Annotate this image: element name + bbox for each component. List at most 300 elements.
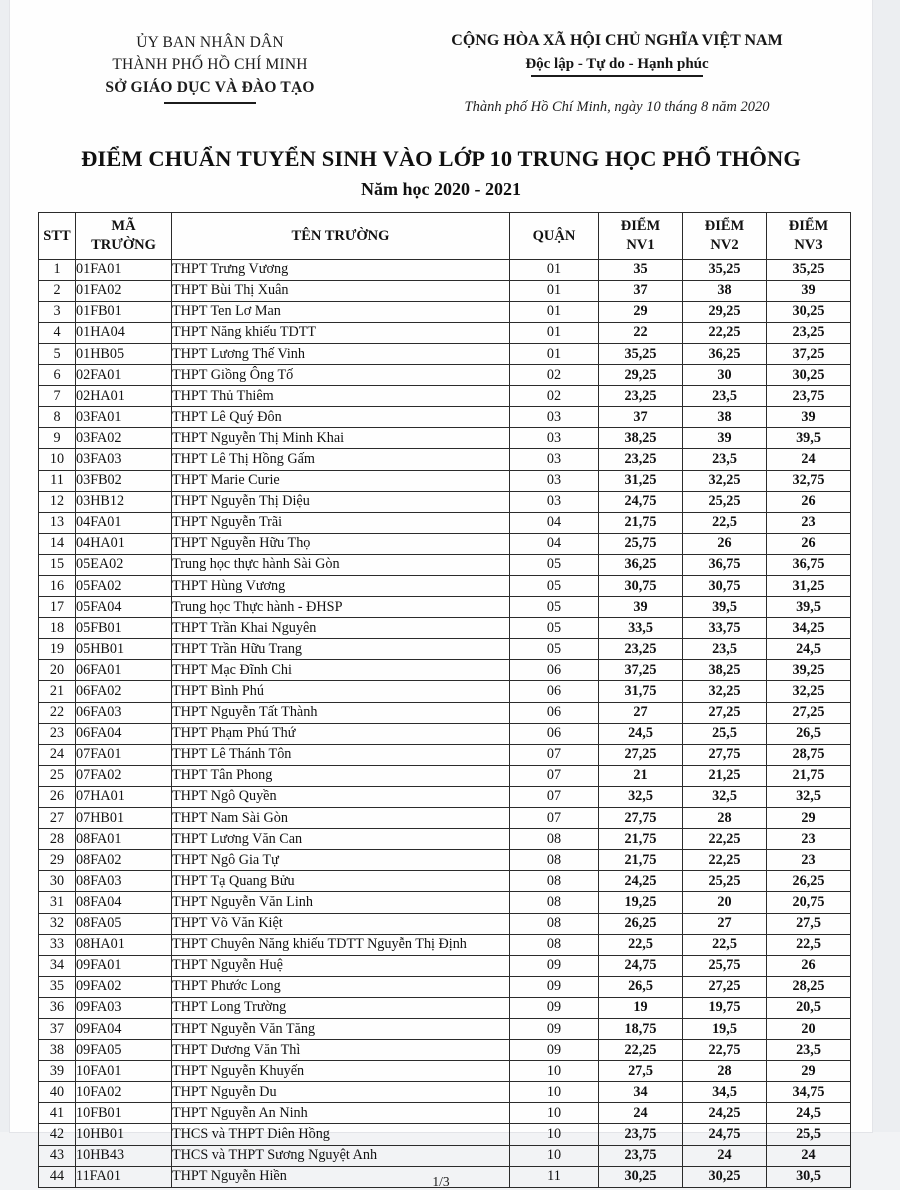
authority-underline-rule xyxy=(164,102,256,104)
cell-stt: 33 xyxy=(39,934,76,955)
cell-score-nv2: 19,75 xyxy=(683,997,767,1018)
cell-stt: 18 xyxy=(39,618,76,639)
column-header-school-code-line2: TRƯỜNG xyxy=(91,236,156,253)
cell-score-nv2: 21,25 xyxy=(683,765,767,786)
cell-score-nv1: 21,75 xyxy=(599,850,683,871)
cell-score-nv1: 27,5 xyxy=(599,1061,683,1082)
cell-district: 08 xyxy=(510,871,599,892)
table-row xyxy=(39,702,851,723)
cell-score-nv3: 32,25 xyxy=(767,681,851,702)
cell-district: 04 xyxy=(510,533,599,554)
cell-score-nv3: 32,75 xyxy=(767,470,851,491)
cell-score-nv1: 37 xyxy=(599,407,683,428)
cell-score-nv2: 33,75 xyxy=(683,618,767,639)
cell-school-name: THPT Nguyễn Huệ xyxy=(172,955,510,976)
cell-score-nv2: 30,25 xyxy=(683,1166,767,1187)
cell-school-code: 01FA02 xyxy=(76,280,172,301)
cell-score-nv2: 22,25 xyxy=(683,850,767,871)
cell-stt: 22 xyxy=(39,702,76,723)
cell-stt: 11 xyxy=(39,470,76,491)
cell-school-name: THCS và THPT Diên Hồng xyxy=(172,1124,510,1145)
cell-stt: 30 xyxy=(39,871,76,892)
table-row xyxy=(39,976,851,997)
cell-school-name: THPT Nguyễn Thị Diệu xyxy=(172,491,510,512)
cell-score-nv1: 39 xyxy=(599,597,683,618)
table-row xyxy=(39,280,851,301)
table-row xyxy=(39,1082,851,1103)
cell-school-name: THPT Nguyễn Văn Linh xyxy=(172,892,510,913)
table-row xyxy=(39,850,851,871)
cell-score-nv1: 22,25 xyxy=(599,1040,683,1061)
cell-score-nv2: 30,75 xyxy=(683,576,767,597)
cell-school-name: THPT Thủ Thiêm xyxy=(172,386,510,407)
cell-school-name: THPT Long Trường xyxy=(172,997,510,1018)
document-date-line: Thành phố Hồ Chí Minh, ngày 10 tháng 8 năm 2020 xyxy=(464,98,770,115)
cell-school-name: THPT Nguyễn Khuyến xyxy=(172,1061,510,1082)
cell-school-code: 01FA01 xyxy=(76,259,172,280)
cell-score-nv1: 18,75 xyxy=(599,1018,683,1039)
document-title: ĐIỂM CHUẨN TUYỂN SINH VÀO LỚP 10 TRUNG HỌC PHỔ THÔNG xyxy=(81,145,801,171)
page-right-margin xyxy=(872,0,900,1132)
cell-score-nv1: 24,25 xyxy=(599,871,683,892)
cell-school-code: 08HA01 xyxy=(76,934,172,955)
cell-stt: 19 xyxy=(39,639,76,660)
cell-score-nv1: 24 xyxy=(599,1103,683,1124)
cell-score-nv2: 36,25 xyxy=(683,343,767,364)
cell-score-nv1: 35 xyxy=(599,259,683,280)
cell-stt: 37 xyxy=(39,1018,76,1039)
cell-stt: 17 xyxy=(39,597,76,618)
cell-score-nv2: 28 xyxy=(683,808,767,829)
table-row xyxy=(39,934,851,955)
cell-score-nv1: 27,75 xyxy=(599,808,683,829)
table-row xyxy=(39,871,851,892)
table-row xyxy=(39,449,851,470)
cell-score-nv1: 36,25 xyxy=(599,554,683,575)
cell-stt: 36 xyxy=(39,997,76,1018)
cell-score-nv1: 23,25 xyxy=(599,386,683,407)
cell-score-nv2: 39 xyxy=(683,428,767,449)
cell-school-code: 05HB01 xyxy=(76,639,172,660)
cell-score-nv1: 31,75 xyxy=(599,681,683,702)
cell-score-nv3: 23,25 xyxy=(767,322,851,343)
table-row xyxy=(39,681,851,702)
table-row xyxy=(39,428,851,449)
cell-score-nv3: 35,25 xyxy=(767,259,851,280)
cell-school-name: THPT Mạc Đĩnh Chi xyxy=(172,660,510,681)
column-header-nv3-line2: NV3 xyxy=(794,236,823,253)
cell-score-nv1: 23,25 xyxy=(599,639,683,660)
cell-stt: 3 xyxy=(39,301,76,322)
cell-district: 03 xyxy=(510,428,599,449)
cell-school-name: THPT Nguyễn Tất Thành xyxy=(172,702,510,723)
cell-score-nv2: 32,25 xyxy=(683,681,767,702)
cell-score-nv2: 24 xyxy=(683,1145,767,1166)
cell-score-nv2: 20 xyxy=(683,892,767,913)
cell-score-nv2: 22,5 xyxy=(683,512,767,533)
column-header-school-code xyxy=(76,212,172,259)
cell-score-nv3: 21,75 xyxy=(767,765,851,786)
cell-score-nv2: 25,5 xyxy=(683,723,767,744)
cell-stt: 38 xyxy=(39,1040,76,1061)
cell-score-nv2: 19,5 xyxy=(683,1018,767,1039)
letterhead xyxy=(10,0,872,116)
cell-score-nv1: 37 xyxy=(599,280,683,301)
cell-stt: 28 xyxy=(39,829,76,850)
table-body xyxy=(39,259,851,1187)
cell-school-name: THCS và THPT Sương Nguyệt Anh xyxy=(172,1145,510,1166)
cell-score-nv2: 28 xyxy=(683,1061,767,1082)
table-row xyxy=(39,765,851,786)
cell-district: 03 xyxy=(510,407,599,428)
cell-score-nv1: 25,75 xyxy=(599,533,683,554)
column-header-stt: STT xyxy=(39,212,76,259)
cell-school-name: THPT Nguyễn Thị Minh Khai xyxy=(172,428,510,449)
cell-score-nv1: 21,75 xyxy=(599,829,683,850)
cell-score-nv1: 24,75 xyxy=(599,955,683,976)
cell-district: 10 xyxy=(510,1103,599,1124)
cell-school-name: THPT Nguyễn Du xyxy=(172,1082,510,1103)
cell-school-name: THPT Bùi Thị Xuân xyxy=(172,280,510,301)
cell-score-nv1: 38,25 xyxy=(599,428,683,449)
cell-stt: 27 xyxy=(39,808,76,829)
cell-stt: 10 xyxy=(39,449,76,470)
cell-score-nv1: 21,75 xyxy=(599,512,683,533)
cell-school-name: THPT Tân Phong xyxy=(172,765,510,786)
cell-school-code: 08FA05 xyxy=(76,913,172,934)
table-row xyxy=(39,301,851,322)
cell-stt: 15 xyxy=(39,554,76,575)
cell-school-code: 07HB01 xyxy=(76,808,172,829)
cell-score-nv3: 26,5 xyxy=(767,723,851,744)
cell-school-code: 08FA01 xyxy=(76,829,172,850)
cell-school-name: THPT Phước Long xyxy=(172,976,510,997)
cell-score-nv2: 25,25 xyxy=(683,871,767,892)
cell-score-nv2: 25,25 xyxy=(683,491,767,512)
table-row xyxy=(39,343,851,364)
cell-score-nv3: 39,25 xyxy=(767,660,851,681)
cell-stt: 40 xyxy=(39,1082,76,1103)
cell-school-name: THPT Giồng Ông Tố xyxy=(172,365,510,386)
table-row xyxy=(39,1166,851,1187)
column-header-nv2 xyxy=(683,212,767,259)
table-header-row xyxy=(39,212,851,259)
cell-score-nv3: 37,25 xyxy=(767,343,851,364)
cell-score-nv3: 26 xyxy=(767,491,851,512)
cell-district: 05 xyxy=(510,576,599,597)
cell-school-name: THPT Lương Thế Vinh xyxy=(172,343,510,364)
cell-school-code: 09FA02 xyxy=(76,976,172,997)
table-row xyxy=(39,1040,851,1061)
cell-district: 06 xyxy=(510,702,599,723)
cell-school-name: THPT Ngô Gia Tự xyxy=(172,850,510,871)
cell-stt: 43 xyxy=(39,1145,76,1166)
table-row xyxy=(39,512,851,533)
issuing-authority-block xyxy=(10,32,380,116)
cell-district: 09 xyxy=(510,1040,599,1061)
cell-stt: 6 xyxy=(39,365,76,386)
national-title: CỘNG HÒA XÃ HỘI CHỦ NGHĨA VIỆT NAM xyxy=(451,32,783,49)
cell-district: 10 xyxy=(510,1061,599,1082)
table-row xyxy=(39,386,851,407)
cell-district: 02 xyxy=(510,365,599,386)
cell-score-nv2: 38 xyxy=(683,280,767,301)
cell-score-nv3: 20,75 xyxy=(767,892,851,913)
motto-underline-rule xyxy=(531,75,703,77)
cell-school-name: THPT Ten Lơ Man xyxy=(172,301,510,322)
table-row xyxy=(39,407,851,428)
cell-district: 01 xyxy=(510,259,599,280)
cell-district: 06 xyxy=(510,660,599,681)
cell-school-code: 03FA02 xyxy=(76,428,172,449)
cell-score-nv3: 23 xyxy=(767,512,851,533)
cell-stt: 4 xyxy=(39,322,76,343)
cell-score-nv2: 27,25 xyxy=(683,702,767,723)
cell-school-name: THPT Trần Khai Nguyên xyxy=(172,618,510,639)
cell-school-name: THPT Hùng Vương xyxy=(172,576,510,597)
cell-score-nv1: 21 xyxy=(599,765,683,786)
cell-score-nv3: 20 xyxy=(767,1018,851,1039)
cell-stt: 9 xyxy=(39,428,76,449)
table-row xyxy=(39,913,851,934)
cell-district: 07 xyxy=(510,786,599,807)
cell-score-nv3: 24 xyxy=(767,1145,851,1166)
cell-school-code: 03FA03 xyxy=(76,449,172,470)
cell-district: 09 xyxy=(510,997,599,1018)
cell-school-code: 03FB02 xyxy=(76,470,172,491)
cell-district: 11 xyxy=(510,1166,599,1187)
cell-school-name: THPT Nguyễn Hữu Thọ xyxy=(172,533,510,554)
cell-school-code: 04HA01 xyxy=(76,533,172,554)
cell-score-nv3: 27,5 xyxy=(767,913,851,934)
column-header-nv3-line1: ĐIỂM xyxy=(788,218,829,235)
cell-score-nv2: 36,75 xyxy=(683,554,767,575)
cell-score-nv3: 23,5 xyxy=(767,1040,851,1061)
cell-school-name: THPT Phạm Phú Thứ xyxy=(172,723,510,744)
cell-stt: 24 xyxy=(39,744,76,765)
cell-district: 08 xyxy=(510,892,599,913)
cell-score-nv3: 23 xyxy=(767,829,851,850)
cell-score-nv3: 23,75 xyxy=(767,386,851,407)
cell-school-code: 07HA01 xyxy=(76,786,172,807)
table-row xyxy=(39,1018,851,1039)
table-row xyxy=(39,808,851,829)
cell-district: 10 xyxy=(510,1124,599,1145)
column-header-nv2-line1: ĐIỂM xyxy=(704,218,745,235)
cell-score-nv2: 29,25 xyxy=(683,301,767,322)
cell-score-nv2: 24,75 xyxy=(683,1124,767,1145)
table-row xyxy=(39,491,851,512)
cell-score-nv2: 34,5 xyxy=(683,1082,767,1103)
cell-district: 07 xyxy=(510,744,599,765)
cell-score-nv3: 39,5 xyxy=(767,428,851,449)
cell-district: 08 xyxy=(510,829,599,850)
cell-district: 08 xyxy=(510,850,599,871)
cell-score-nv1: 26,25 xyxy=(599,913,683,934)
benchmark-scores-table-wrapper xyxy=(38,212,844,1188)
cell-score-nv2: 23,5 xyxy=(683,449,767,470)
table-row xyxy=(39,1103,851,1124)
table-row xyxy=(39,744,851,765)
cell-stt: 1 xyxy=(39,259,76,280)
cell-score-nv3: 39 xyxy=(767,280,851,301)
cell-district: 06 xyxy=(510,681,599,702)
cell-score-nv3: 34,75 xyxy=(767,1082,851,1103)
cell-score-nv3: 26 xyxy=(767,955,851,976)
table-row xyxy=(39,892,851,913)
cell-district: 06 xyxy=(510,723,599,744)
cell-score-nv3: 30,25 xyxy=(767,301,851,322)
cell-score-nv1: 26,5 xyxy=(599,976,683,997)
table-row xyxy=(39,259,851,280)
cell-school-name: THPT Ngô Quyền xyxy=(172,786,510,807)
cell-school-code: 10FB01 xyxy=(76,1103,172,1124)
cell-score-nv3: 24,5 xyxy=(767,639,851,660)
cell-district: 02 xyxy=(510,386,599,407)
cell-school-code: 05FB01 xyxy=(76,618,172,639)
cell-school-name: THPT Lê Quý Đôn xyxy=(172,407,510,428)
cell-school-code: 06FA03 xyxy=(76,702,172,723)
cell-score-nv3: 31,25 xyxy=(767,576,851,597)
cell-stt: 8 xyxy=(39,407,76,428)
cell-stt: 41 xyxy=(39,1103,76,1124)
cell-district: 05 xyxy=(510,597,599,618)
cell-score-nv1: 32,5 xyxy=(599,786,683,807)
cell-score-nv2: 27,25 xyxy=(683,976,767,997)
cell-district: 10 xyxy=(510,1145,599,1166)
cell-score-nv1: 23,25 xyxy=(599,449,683,470)
table-row xyxy=(39,997,851,1018)
cell-school-name: THPT Nguyễn Văn Tăng xyxy=(172,1018,510,1039)
cell-school-code: 08FA03 xyxy=(76,871,172,892)
cell-school-name: THPT Nam Sài Gòn xyxy=(172,808,510,829)
cell-school-code: 02FA01 xyxy=(76,365,172,386)
table-row xyxy=(39,554,851,575)
cell-score-nv3: 39 xyxy=(767,407,851,428)
cell-school-name: THPT Lê Thánh Tôn xyxy=(172,744,510,765)
cell-score-nv3: 22,5 xyxy=(767,934,851,955)
cell-score-nv1: 24,75 xyxy=(599,491,683,512)
cell-score-nv3: 20,5 xyxy=(767,997,851,1018)
cell-school-code: 01FB01 xyxy=(76,301,172,322)
cell-score-nv1: 30,25 xyxy=(599,1166,683,1187)
cell-score-nv2: 27,75 xyxy=(683,744,767,765)
cell-school-code: 04FA01 xyxy=(76,512,172,533)
cell-score-nv2: 23,5 xyxy=(683,386,767,407)
cell-score-nv1: 35,25 xyxy=(599,343,683,364)
cell-score-nv1: 19,25 xyxy=(599,892,683,913)
cell-district: 05 xyxy=(510,639,599,660)
column-header-nv1 xyxy=(599,212,683,259)
table-row xyxy=(39,597,851,618)
cell-school-name: THPT Trần Hữu Trang xyxy=(172,639,510,660)
authority-line-2: THÀNH PHỐ HỒ CHÍ MINH xyxy=(112,56,308,74)
cell-score-nv3: 28,25 xyxy=(767,976,851,997)
cell-school-name: THPT Trưng Vương xyxy=(172,259,510,280)
cell-district: 03 xyxy=(510,449,599,470)
cell-stt: 5 xyxy=(39,343,76,364)
cell-school-name: Trung học Thực hành - ĐHSP xyxy=(172,597,510,618)
table-row xyxy=(39,786,851,807)
cell-stt: 26 xyxy=(39,786,76,807)
benchmark-scores-table xyxy=(38,212,851,1188)
cell-school-code: 05EA02 xyxy=(76,554,172,575)
cell-score-nv2: 24,25 xyxy=(683,1103,767,1124)
cell-score-nv2: 23,5 xyxy=(683,639,767,660)
cell-score-nv3: 28,75 xyxy=(767,744,851,765)
cell-school-code: 09FA03 xyxy=(76,997,172,1018)
cell-school-name: THPT Marie Curie xyxy=(172,470,510,491)
cell-score-nv3: 30,5 xyxy=(767,1166,851,1187)
cell-school-code: 09FA05 xyxy=(76,1040,172,1061)
table-row xyxy=(39,533,851,554)
cell-score-nv3: 26 xyxy=(767,533,851,554)
cell-school-name: THPT Năng khiếu TDTT xyxy=(172,322,510,343)
table-row xyxy=(39,955,851,976)
cell-score-nv2: 27 xyxy=(683,913,767,934)
cell-district: 08 xyxy=(510,913,599,934)
cell-school-code: 01HB05 xyxy=(76,343,172,364)
cell-score-nv1: 30,75 xyxy=(599,576,683,597)
cell-score-nv3: 29 xyxy=(767,1061,851,1082)
cell-stt: 16 xyxy=(39,576,76,597)
cell-stt: 20 xyxy=(39,660,76,681)
table-row xyxy=(39,1061,851,1082)
cell-stt: 2 xyxy=(39,280,76,301)
cell-school-code: 10HB01 xyxy=(76,1124,172,1145)
cell-district: 03 xyxy=(510,470,599,491)
cell-score-nv3: 30,25 xyxy=(767,365,851,386)
cell-stt: 31 xyxy=(39,892,76,913)
cell-district: 07 xyxy=(510,765,599,786)
cell-school-name: THPT Nguyễn Trãi xyxy=(172,512,510,533)
cell-score-nv3: 27,25 xyxy=(767,702,851,723)
cell-score-nv3: 24,5 xyxy=(767,1103,851,1124)
cell-score-nv1: 22 xyxy=(599,322,683,343)
cell-stt: 23 xyxy=(39,723,76,744)
cell-district: 01 xyxy=(510,343,599,364)
cell-stt: 42 xyxy=(39,1124,76,1145)
cell-score-nv2: 30 xyxy=(683,365,767,386)
cell-school-name: Trung học thực hành Sài Gòn xyxy=(172,554,510,575)
column-header-nv1-line2: NV1 xyxy=(626,236,655,253)
column-header-nv2-line2: NV2 xyxy=(710,236,739,253)
cell-school-name: THPT Nguyễn An Ninh xyxy=(172,1103,510,1124)
cell-school-code: 05FA04 xyxy=(76,597,172,618)
table-row xyxy=(39,1145,851,1166)
cell-district: 10 xyxy=(510,1082,599,1103)
table-row xyxy=(39,1124,851,1145)
table-row xyxy=(39,829,851,850)
cell-stt: 34 xyxy=(39,955,76,976)
cell-school-name: THPT Lương Văn Can xyxy=(172,829,510,850)
cell-score-nv1: 33,5 xyxy=(599,618,683,639)
cell-score-nv2: 32,25 xyxy=(683,470,767,491)
table-row xyxy=(39,576,851,597)
cell-district: 01 xyxy=(510,301,599,322)
column-header-nv1-line1: ĐIỂM xyxy=(620,218,661,235)
cell-stt: 14 xyxy=(39,533,76,554)
table-row xyxy=(39,618,851,639)
cell-district: 09 xyxy=(510,976,599,997)
cell-score-nv1: 27 xyxy=(599,702,683,723)
cell-score-nv1: 23,75 xyxy=(599,1145,683,1166)
cell-stt: 25 xyxy=(39,765,76,786)
cell-district: 07 xyxy=(510,808,599,829)
cell-school-code: 08FA02 xyxy=(76,850,172,871)
cell-score-nv2: 25,75 xyxy=(683,955,767,976)
cell-school-name: THPT Dương Văn Thì xyxy=(172,1040,510,1061)
